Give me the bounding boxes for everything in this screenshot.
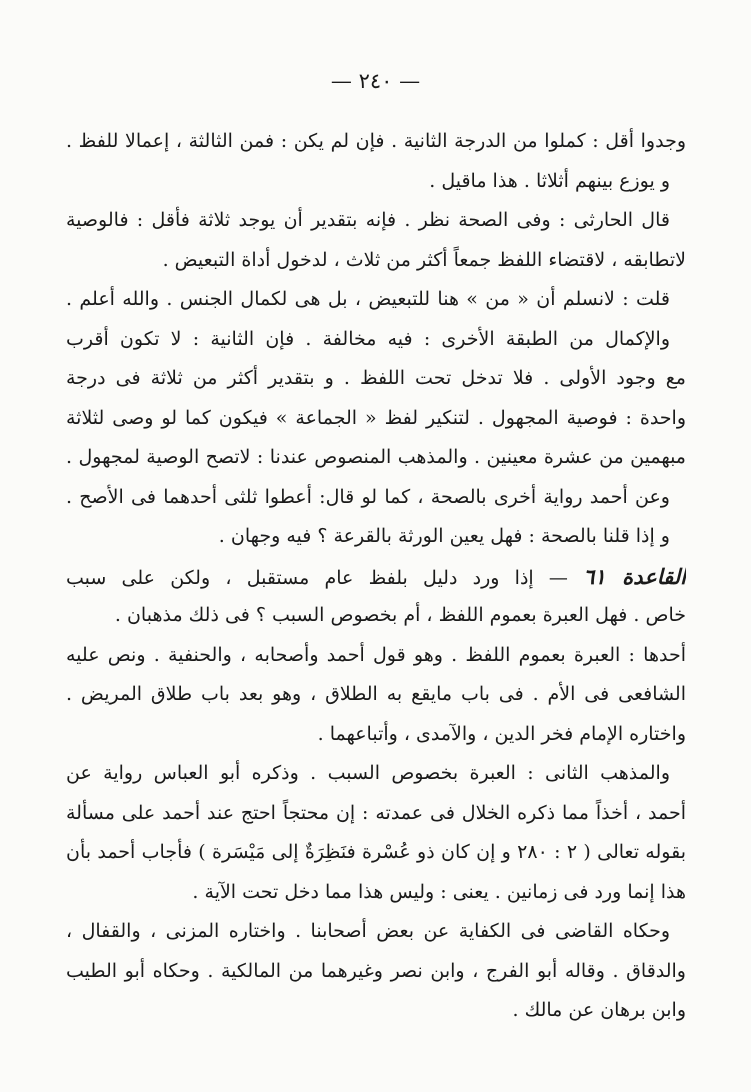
text-line-11: و إذا قلنا بالصحة : فهل يعين الورثة بالقرعة ؟ فيه وجهان . xyxy=(218,525,670,547)
rule-61-line xyxy=(66,557,686,597)
page-number: — ٢٤٠ — xyxy=(330,69,421,93)
text-line-5: قلت : لانسلم أن « من » هنا للتبعيض ، بل هى لكمال الجنس . والله أعلم . xyxy=(66,288,670,310)
text-line-20: هذا إنما ورد فى زمانين . يعنى : وليس هذا مما دخل تحت الآية . xyxy=(192,880,686,903)
text-line-18: أحمد ، أخذاً مما ذكره الخلال فى عمدته : إن محتجاً احتج عند أحمد على مسألة xyxy=(66,801,686,824)
text-line-22: والدقاق . وقاله أبو الفرج ، وابن نصر وغيرهما من المالكية . وحكاه أبو الطيب xyxy=(66,959,686,982)
text-line-8: واحدة : فوصية المجهول . لتنكير لفظ « الجماعة » فيكون كما لو وصى لثلاثة xyxy=(66,406,686,429)
text-line-23: وابن برهان عن مالك . xyxy=(512,999,686,1021)
text-line-6: والإكمال من الطبقة الأخرى : فيه مخالفة . فإن الثانية : لا تكون أقرب xyxy=(66,327,670,350)
text-line-4: لاتطابقه ، لاقتضاء اللفظ جمعاً أكثر من ثلاث ، لدخول أداة التبعيض . xyxy=(162,248,686,271)
text-line-1: وجدوا أقل : كملوا من الدرجة الثانية . فإن لم يكن : فمن الثالثة ، إعمالا للفظ . xyxy=(66,130,686,152)
page-body xyxy=(66,122,686,1031)
text-line-16: واختاره الإمام فخر الدين ، والآمدى ، وأتباعهما . xyxy=(317,722,686,745)
text-line-10: وعن أحمد رواية أخرى بالصحة ، كما لو قال: أعطوا ثلثى أحدهما فى الأصح . xyxy=(66,485,670,508)
text-line-7: مع وجود الأولى . فلا تدخل تحت اللفظ . و بتقدير أكثر من ثلاثة فى درجة xyxy=(66,367,686,389)
rule-heading: القاعدة ٦١ xyxy=(583,563,686,589)
text-line-2: و يوزع بينهم أثلاثا . هذا ماقيل . xyxy=(429,169,670,192)
text-line-19: بقوله تعالى ( ٢ : ٢٨٠ و إن كان ذو عُسْرة فنَظِرَةٌ إلى مَيْسَرة ) فأجاب أحمد بأن xyxy=(66,841,686,863)
text-line-9: مبهمين من عشرة معينين . والمذهب المنصوص عندنا : لاتصح الوصية لمجهول . xyxy=(66,446,686,468)
text-line-14: أحدها : العبرة بعموم اللفظ . وهو قول أحمد وأصحابه ، والحنفية . ونص عليه xyxy=(66,643,686,666)
rule-text: — إذا ورد دليل بلفظ عام مستقبل ، ولكن على سبب xyxy=(66,566,568,589)
text-line-21: وحكاه القاضى فى الكفاية عن بعض أصحابنا . واختاره المزنى ، والقفال ، xyxy=(66,920,670,942)
text-line-15: الشافعى فى الأم . فى باب مايقع به الطلاق ، وهو بعد باب طلاق المريض . xyxy=(66,683,686,705)
text-line-17: والمذهب الثانى : العبرة بخصوص السبب . وذكره أبو العباس رواية عن xyxy=(66,762,670,784)
text-line-3: قال الحارثى : وفى الصحة نظر . فإنه بتقدير أن يوجد ثلاثة فأقل : فالوصية xyxy=(66,209,670,231)
text-line-13: خاص . فهل العبرة بعموم اللفظ ، أم بخصوص السبب ؟ فى ذلك مذهبان . xyxy=(114,604,686,626)
